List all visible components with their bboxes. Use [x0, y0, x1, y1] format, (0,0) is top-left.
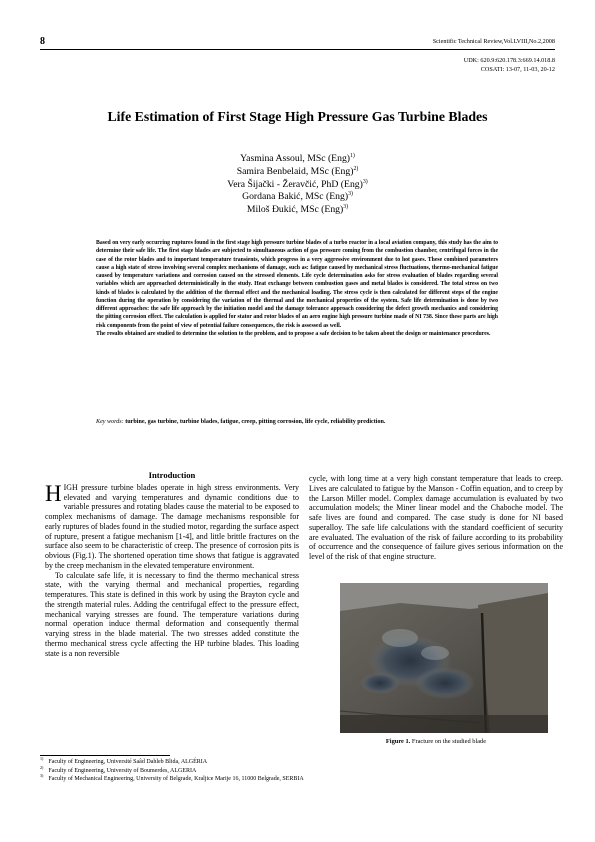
abstract [96, 239, 498, 338]
classification-codes [464, 56, 555, 74]
udc-code: UDK: 620.9:620.178.3:669.14.018.8 [463, 57, 555, 64]
author: Miloš Đukić, MSc (Eng)$^{3)}$ [246, 204, 349, 216]
section-heading: Introduction [148, 470, 196, 480]
footnotes [40, 758, 304, 784]
footnote: $^{2)}$Faculty of Engineering, University of Boumerdes, ALGERIA [40, 764, 197, 774]
body-paragraph: HIGH pressure turbine blades operate in high stress environments. Very elevated and varying temperatures and dynamic conditions due to variable pressures and rotating blades cause the material to be exposed to complex mechanisms of damage. The damage mechanisms responsible for early ruptures of blades found in the studied motor, regarding the surface aspect of rupture, present a fatigue mechanism [1-4], and little brittle fractures on the surface also seem to be characteristic of creep. The presence of corrosion pits is obvious (Fig.1). The shortened operation time shows that fatigue is aggravated by the creep mechanism in the elevated temperature environment. [45, 480, 299, 570]
figure-caption-text: Fracture on the studied blade [411, 738, 487, 745]
footnote-rule [40, 755, 170, 756]
keywords [96, 418, 498, 426]
cosati-code: COSATI: 13-07, 11-03, 20-12 [480, 66, 555, 73]
author: Samira Benbelaid, MSc (Eng)$^{2)}$ [236, 165, 359, 177]
journal-header: Scientific Technical Review,Vol.LVIII,No.2,2008 [432, 38, 555, 45]
left-column [45, 471, 299, 658]
figure-caption [309, 738, 563, 745]
page-number: 8 [40, 36, 45, 47]
author-list [40, 153, 555, 217]
author: Vera Šijački - Žeravčić, PhD (Eng)$^{3)}$ [227, 178, 368, 190]
blade-fracture-image [340, 583, 548, 733]
body-paragraph: cycle, with long time at a very high constant temperature that leads to creep. Lives are calculated to fatigue by the Manson - Coffin equation, and to creep by the Larson Miller model. Complex damage accumulation is evaluated by two accumulation models; the Miner linear model and the Chaboche model. The safe lives are found and compared. The case study is done for NI based superalloy. The safe life calculations with the standard coefficient of security are evaluated. The evaluation of the risk of failure according to its probability of occurrence and the consequence of failure gives serious information on the level of the risk of that engine structure. [309, 474, 563, 561]
body-paragraph: To calculate safe life, it is necessary to find the thermo mechanical stress state, with the varying thermal and mechanical properties, regarding temperatures. This state is defined in this work by using the Brayton cycle and the strength material rules. Adding the centrifugal effect to the pressure effect, mechanical varying stresses are found. The temperature variations during normal operation induce thermal deformation and consequently thermal varying stress in the blade material. The two stresses added constitute the thermo mechanical stress cycle affecting the HP turbine blades. This loading state is a non reversible [45, 570, 299, 658]
figure-label: Figure 1. [385, 738, 411, 745]
author: Yasmina Assoul, MSc (Eng)$^{1)}$ [240, 153, 355, 164]
footnote: $^{1)}$Faculty of Engineering, Université Saâd Dahleb Blida, ALGÉRIA [40, 756, 208, 765]
drop-cap: H [45, 480, 62, 506]
abstract-paragraph: The results obtained are studied to determine the solution to the problem, and to propose a safe decision to be taken about the design or maintenance procedures. [96, 330, 491, 337]
abstract-paragraph: Based on very early occurring ruptures found in the first stage high pressure turbine blades of a turbo reactor in a local aviation company, this study has the aim to determine their safe life. The first stage blades are subjected to simultaneous action of gas pressure coming from the combustion chamber, centrifugal forces in the case of the rotor blades and to important temperature transients, which progress in a very aggressive environment due to hot gases. These combined parameters cause a high state of stress involving several complex mechanisms of damage, such as: fatigue caused by mechanical stress fluctuations, thermo-mechanical fatigue caused by temperature variations and corrosion caused on the stressed elements. Life cycle determination asks for stress evaluation of blades regarding several variables which are approached deterministically in the study. Heat exchange between combustion gases and metal blades is considered. The total stress on two kinds of blades is calculated by the addition of the thermal effect and the mechanical loading. The stress cycle is then calculated for different steps of the engine function during the operation by considering the variation of the thermal and the mechanical properties of the system. Safe life determination is done by two different approaches: the safe life approach by the initiation model and the damage tolerance approach considering the defect growth mechanics and considering the pitting corrosion effect. The calculation is applied for stator and rotor blades of an aero engine high pressure turbine made of NI 738. Since these parts are high risk components from the point of view of potential failure consequences, the risk is assessed as well. [96, 240, 498, 329]
right-column [309, 474, 563, 562]
author: Gordana Bakić, MSc (Eng)$^{3)}$ [242, 191, 353, 203]
keywords-text: turbine, gas turbine, turbine blades, fatigue, creep, pitting corrosion, life cycle, reliability prediction. [125, 419, 386, 425]
keywords-label: Key words: [96, 419, 124, 425]
header-rule [40, 49, 555, 50]
paper-title: Life Estimation of First Stage High Pressure Gas Turbine Blades [107, 109, 488, 124]
footnote: $^{3)}$Faculty of Mechanical Engineering, University of Belgrade, Kraljice Marije 16, 11000 Belgrade, SERBIA [40, 773, 304, 783]
fracture-photo [340, 583, 548, 733]
